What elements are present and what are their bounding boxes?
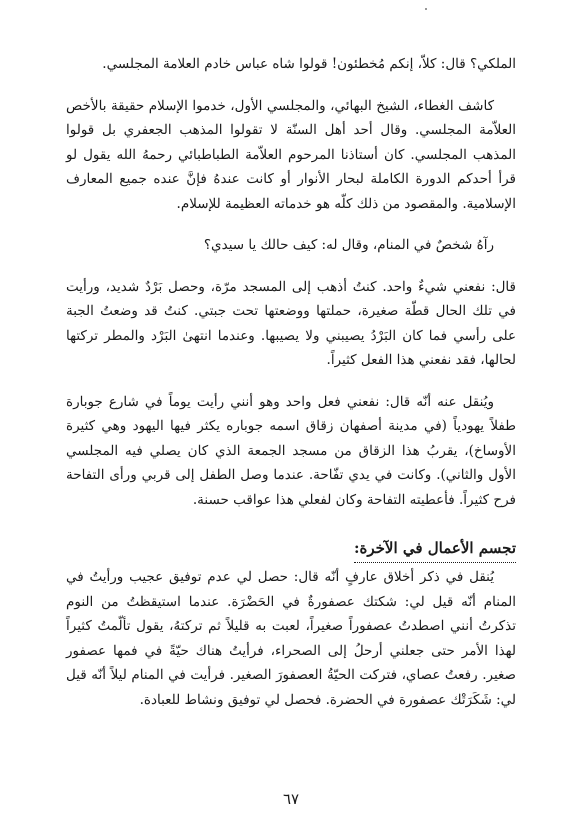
paragraph-continuation: الملكي؟ قال: كلاّ، إنكم مُخطئون! قولوا شاه عباس خادم العلامة المجلسي. [102, 56, 516, 72]
page-body [66, 52, 516, 712]
paragraph-cat-story: قال: نفعني شيءٌ واحد. كنتُ أذهب إلى المسجد مرّة، وحصل بَرْدٌ شديد، ورأيت في تلك الحال قطّة صغيرة، حملتها ووضعتها تحت جبتي. كنتُ قد وضعتُ الجبة على رأسي فما كان البَرْدُ يصيبني ولا يصيبها. وعندما انتهىٰ البَرْد والمطر تركتها لحالها، فقد نفعني هذا الفعل كثيراً. [66, 278, 516, 368]
paragraph-scholars: كاشف الغطاء، الشيخ البهائي، والمجلسي الأول، خدموا الإسلام حقيقة بالأخص العلاّمة المجلسي. وقال أحد أهل السنّة لا تقولوا المذهب الجعفري بل قولوا المذهب المجلسي. كان أستاذنا المرحوم العلاّمة الطباطبائي رحمهُ الله يقول لو قرأ أحدكم الدورة الكاملة لبحار الأنوار أو كانت عندهُ فإنَّ عنده جميع المعارف الإسلامية. والمقصود من ذلك كلّه هو خدماته العظيمة للإسلام. [66, 97, 516, 212]
paragraph-apple-story: ويُنقل عنه أنّه قال: نفعني فعل واحد وهو أنني رأيت يوماً في شارع جوبارة طفلاً يهودياً (في مدينة أصفهان زقاق اسمه جوباره يكثر فيها اليهود وهي كثيرة الأوساخ)، يقربُ هذا الزقاق من مسجد الجمعة الذي كان يصلي فيه المجلسي الأول والثاني). وكانت في يدي تفّاحة. عندما وصل الطفل إلى قربي ورأى التفاحة فرح كثيراً. فأعطيته التفاحة وكان لفعلي هذا عواقب حسنة. [66, 393, 516, 508]
scan-speck [425, 8, 427, 10]
paragraph-dream: رآهُ شخصٌ في المنام، وقال له: كيف حالك يا سيدي؟ [203, 237, 494, 253]
section-heading: تجسم الأعمال في الآخرة: [354, 536, 516, 563]
section-heading-wrap [66, 536, 516, 563]
paragraph-sparrow-story: يُنقل في ذكر أخلاق عارفٍ أنّه قال: حصل لي عدم توفيق عجيب ورأيتُ في المنام أنّه قيل لي: شكتك عصفورةٌ في الحَضْرَة. عندما استيقظتُ من النوم تذكرتُ أنني اصطدتُ عصفوراً صغيراً، لعبت به قليلاً ثم تركتهُ، يقول تألّمتُ كثيراً لهذا الأمر حتى جعلني أرحلُ إلى الصحراء، فرأيتُ هناك حيّةً في فمها عصفور صغير. رفعتُ عصاي، فتركت الحيّةُ العصفورَ الصغير. فرأيت في المنام ليلاً أنّه قيل لي: شَكَرَتْك عصفورة في الحضرة. فحصل لي توفيق ونشاط للعبادة. [66, 569, 516, 708]
page-number: ٦٧ [282, 790, 300, 808]
